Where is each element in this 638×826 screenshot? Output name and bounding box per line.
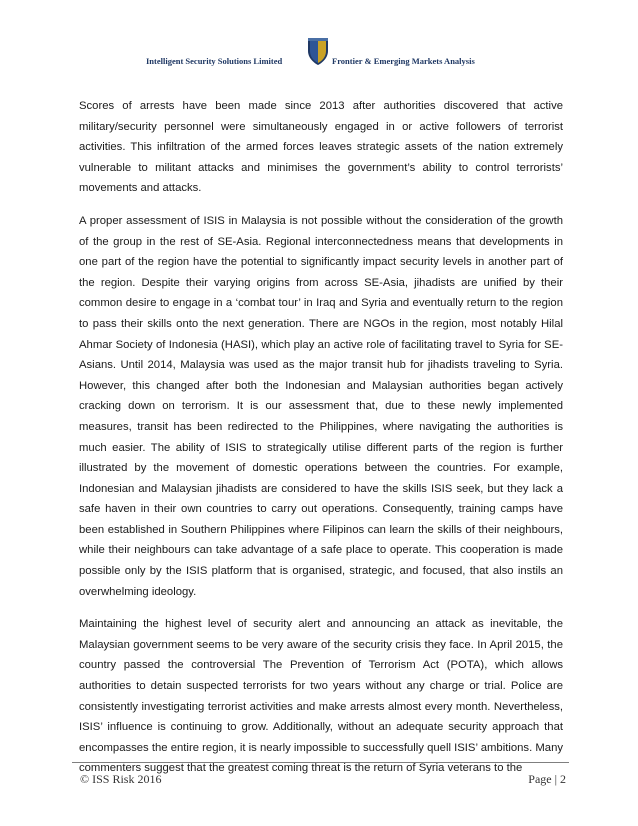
paragraph: A proper assessment of ISIS in Malaysia is not possible without the consideration of the growth of the group in the rest of SE-Asia. Regional interconnectedness means that developments in one part of the region have the potential to significantly impact security levels in another part of the region. Despite their varying origins from across SE-Asia, jihadists are unified by their common desire to engage in a ‘combat tour’ in Iraq and Syria and eventually return to the region to pass their skills onto the next generation. There are NGOs in the region, most notably Hilal Ahmar Society of Indonesia (HASI), which play an active role of facilitating travel to Syria for SE-Asians. Until 2014, Malaysia was used as the major transit hub for jihadists traveling to Syria. However, this changed after both the Indonesian and Malaysian authorities began actively cracking down on terrorism. It is our assessment that, due to these newly implemented measures, transit has been redirected to the Philippines, where navigating the authorities is much easier. The ability of ISIS to strategically utilise different parts of the region is further illustrated by the movement of domestic operations between the countries. For example, Indonesian and Malaysian jihadists are considered to have the skills ISIS seek, but they lack a safe haven in their own countries to carry out operations. Consequently, training camps have been established in Southern Philippines where Filipinos can learn the skills of their neighbours, while their neighbours can take advantage of a safe place to operate. This cooperation is made possible only by the ISIS platform that is organised, strategic, and focused, that also instils an overwhelming ideology. [79, 214, 563, 598]
shield-logo-icon [306, 36, 330, 66]
paragraph: Maintaining the highest level of security alert and announcing an attack as inevitable, the Malaysian government seems to be very aware of the security crisis they face. In April 2015, the country passed the controversial The Prevention of Terrorism Act (POTA), which allows authorities to detain suspected terrorists for two years without any charge or trial. Police are consistently investigating terrorist activities and make arrests almost every month. Nevertheless, ISIS’ influence is continuing to grow. Additionally, without an adequate security approach that encompasses the entire region, it is nearly impossible to successfully quell ISIS’ ambitions. Many commenters suggest that the greatest coming threat is the return of Syria veterans to the [79, 618, 563, 775]
header-tagline: Frontier & Emerging Markets Analysis [332, 56, 475, 66]
footer-page-number: Page | 2 [528, 772, 566, 786]
header-company-name: Intelligent Security Solutions Limited [146, 56, 283, 66]
paragraph: Scores of arrests have been made since 2013 after authorities discovered that active military/security personnel were simultaneously engaged in or active followers of terrorist activities. This infiltration of the armed forces leaves strategic assets of the nation extremely vulnerable to militant attacks and minimises the government’s ability to control terrorists’ movements and attacks. [79, 100, 563, 195]
document-body [79, 96, 563, 791]
footer-copyright: © ISS Risk 2016 [80, 772, 162, 786]
footer-divider [72, 762, 569, 763]
page-header [0, 34, 638, 74]
